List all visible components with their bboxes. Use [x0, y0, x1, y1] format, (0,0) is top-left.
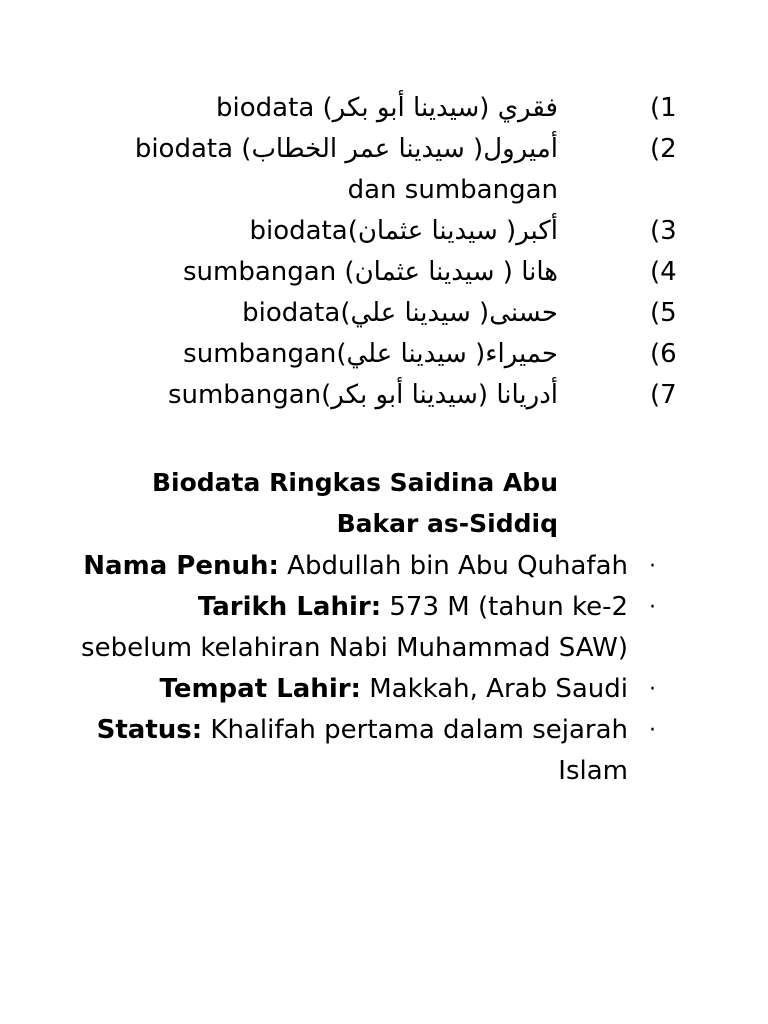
bullet-text: [80, 710, 628, 792]
bullet-label: Tempat Lahir:: [159, 674, 361, 704]
list-item-number: (7: [650, 380, 677, 410]
list-item-text: حسنى( سيدينا علي)biodata: [242, 298, 558, 328]
list-item-text: حميراء( سيدينا علي)sumbangan: [183, 339, 558, 369]
bullet-value: Abdullah bin Abu Quhafah: [278, 551, 628, 581]
list-item-text: هانا ( سيدينا عثمان) sumbangan: [182, 257, 558, 287]
section-heading: Biodata Ringkas Saidina Abu Bakar as-Siddiq: [151, 468, 558, 538]
list-item-text: أكبر( سيدينا عثمان)biodata: [249, 216, 558, 246]
bullet-text: [80, 587, 628, 669]
biodata-bullet-list: [80, 546, 670, 792]
bullet-value: Makkah, Arab Saudi: [360, 674, 628, 704]
bullet-value: 573 M (tahun ke-2 sebelum kelahiran Nabi Muhammad SAW): [81, 592, 628, 663]
bullet-label: Tarikh Lahir:: [197, 592, 382, 622]
list-item-number: (5: [650, 298, 677, 328]
list-item-number: (2: [650, 134, 677, 164]
bullet-dot: ·: [649, 718, 656, 743]
bullet-label: Status:: [96, 715, 203, 745]
list-item-number: (3: [650, 216, 677, 246]
list-item-text: أدريانا (سيدينا أبو بكر)sumbangan: [167, 380, 558, 410]
bullet-text: [80, 669, 628, 710]
list-item: [90, 211, 690, 252]
list-item: [90, 375, 690, 416]
list-item: [90, 129, 690, 211]
list-item-number: (4: [650, 257, 677, 287]
list-item: [90, 293, 690, 334]
list-item: [90, 252, 690, 293]
list-item-number: (1: [650, 93, 677, 123]
bullet-dot: ·: [649, 595, 656, 620]
bullet-dot: ·: [649, 554, 656, 579]
bullet-item-tarikh-lahir: [80, 587, 670, 669]
list-item-text: أميرول( سيدينا عمر الخطاب) biodata dan sumbangan: [134, 134, 558, 205]
list-item: [90, 88, 690, 129]
numbered-list: [90, 88, 690, 416]
bullet-item-tempat-lahir: [80, 669, 670, 710]
bullet-value: Khalifah pertama dalam sejarah Islam: [202, 715, 628, 786]
bullet-item-status: [80, 710, 670, 792]
list-item-number: (6: [650, 339, 677, 369]
bullet-dot: ·: [649, 677, 656, 702]
bullet-label: Nama Penuh:: [83, 551, 279, 581]
list-item-text: فقري (سيدينا أبو بكر) biodata: [216, 93, 558, 123]
bullet-item-nama-penuh: [80, 546, 670, 587]
bullet-text: [80, 546, 628, 587]
list-item: [90, 334, 690, 375]
